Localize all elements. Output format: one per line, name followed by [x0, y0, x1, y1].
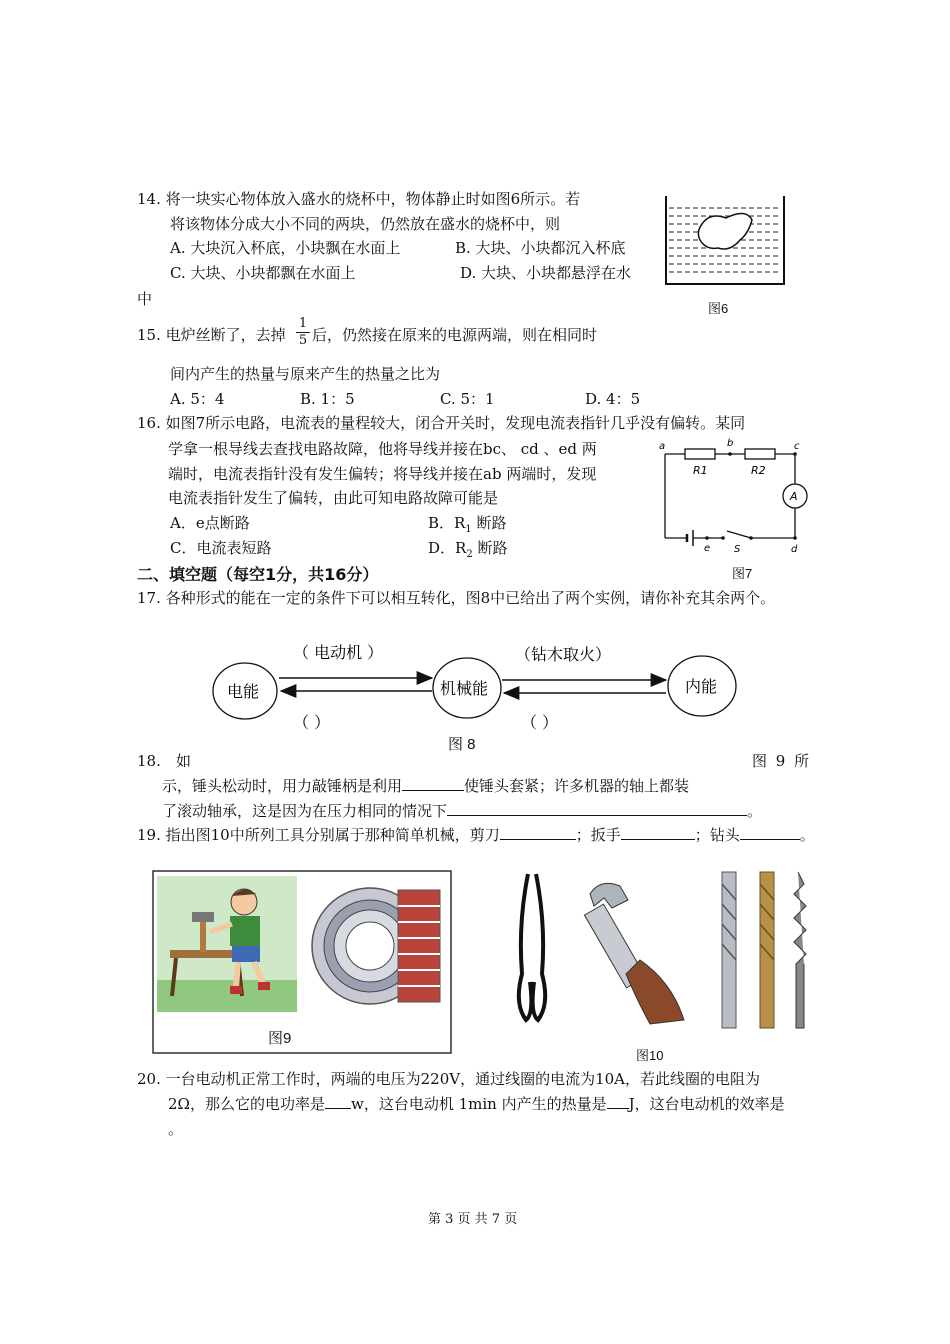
node-mechanical-energy: 机械能 — [440, 679, 489, 698]
label-top-left: （ 电动机 ） — [293, 643, 384, 662]
q18-line3-end: 。 — [747, 802, 763, 820]
q18-line2-b: 使锤头套紧；许多机器的轴上都装 — [464, 777, 690, 795]
q19-blank-drill[interactable] — [740, 825, 800, 840]
q16-option-d-sub: 2 — [466, 549, 473, 560]
ammeter-icon: A — [790, 490, 798, 503]
q20-line1: 20. 一台电动机正常工作时，两端的电压为220V，通过线圈的电流为10A，若此线圈的电阻为 — [137, 1070, 761, 1088]
q14-line2: 将该物体分成大小不同的两块，仍然放在盛水的烧杯中，则 — [170, 215, 561, 233]
q14-line1: 14. 将一块实心物体放入盛水的烧杯中，物体静止时如图6所示。若 — [137, 190, 581, 208]
q18-fig-ref: 图 9 所 — [752, 752, 812, 770]
switch-label: S — [734, 544, 741, 555]
figure-9 — [152, 870, 454, 1056]
q16-line2: 学拿一根导线去查找电路故障，他将导线并接在bc、 cd 、ed 两 — [168, 440, 597, 458]
q20-blank-heat[interactable] — [607, 1094, 629, 1109]
q19-line — [137, 825, 815, 845]
figure-7-caption: 图7 — [732, 566, 753, 581]
bearing-icon — [312, 888, 440, 1004]
r2-label: R2 — [751, 464, 766, 477]
label-bottom-right: （ ） — [521, 713, 559, 732]
q14-option-c: C. 大块、小块都飘在水面上 — [170, 264, 356, 282]
figure-8-energy-diagram — [205, 628, 750, 756]
label-bottom-left: （ ） — [293, 713, 331, 732]
q15-prefix: 15. 电炉丝断了，去掉 — [137, 326, 286, 344]
q14-option-d: D. 大块、小块都悬浮在水 — [460, 264, 632, 282]
scissors-icon — [519, 874, 545, 1020]
figure-6-caption: 图6 — [708, 301, 729, 316]
q19-blank-wrench[interactable] — [621, 825, 695, 840]
q19-part4: 。 — [799, 826, 815, 844]
drill-bits-icon — [722, 872, 806, 1028]
q20-line2-a: 2Ω，那么它的电功率是 — [168, 1095, 325, 1113]
q18-line3-a: 了滚动轴承，这是因为在压力相同的情况下 — [162, 802, 448, 820]
node-electric-energy: 电能 — [227, 682, 260, 701]
q19-part2: ；扳手 — [575, 826, 621, 844]
q19-part3: ；钻头 — [694, 826, 740, 844]
q16-line3: 端时，电流表指针没有发生偏转；将导线并接在ab 两端时，发现 — [168, 465, 597, 483]
figure-9-caption: 图9 — [268, 1030, 292, 1047]
q14-option-d-tail: 中 — [137, 290, 153, 308]
q20-line2-b: w，这台电动机 1min 内产生的热量是 — [350, 1095, 607, 1113]
figure-8-caption: 图 8 — [448, 736, 476, 753]
q16-option-d — [428, 538, 507, 565]
hammer-head-icon — [192, 912, 214, 922]
node-e-label: e — [704, 543, 711, 554]
node-d-label: d — [791, 544, 798, 555]
q16-option-d-pre: D．R — [428, 539, 467, 557]
q20-line2-c: J，这台电动机的效率是 — [628, 1095, 785, 1113]
figure-6-beaker — [660, 190, 790, 290]
q16-option-a: A．e点断路 — [170, 514, 250, 532]
q18-word: 如 — [176, 752, 192, 770]
q15-option-c: C. 5：1 — [440, 390, 495, 408]
section-2-title: 二、填空题（每空1分，共16分） — [137, 565, 379, 584]
q14-option-a: A. 大块沉入杯底，小块飘在水面上 — [170, 239, 401, 257]
hammer-handle-icon — [200, 920, 206, 952]
floating-object — [698, 213, 752, 249]
q15-suffix: 后，仍然接在原来的电源两端，则在相同时 — [312, 326, 598, 344]
node-a-label: a — [659, 441, 666, 452]
node-b-label: b — [727, 438, 734, 449]
q17-text: 17. 各种形式的能在一定的条件下可以相互转化，图8中已给出了两个实例，请你补充其余两个。 — [137, 589, 776, 607]
green-shirt — [230, 916, 260, 946]
page-footer: 第 3 页 共 7 页 — [428, 1212, 518, 1227]
q15-option-d: D. 4：5 — [585, 390, 641, 408]
q18-line2 — [162, 776, 689, 796]
q15-option-a: A. 5：4 — [170, 390, 225, 408]
q16-option-b-sub: 1 — [465, 524, 472, 535]
label-top-right: （钻木取火） — [515, 645, 612, 664]
q16-line1: 16. 如图7所示电路，电流表的量程较大，闭合开关时，发现电流表指针几乎没有偏转。某同 — [137, 414, 746, 432]
q14-option-b: B. 大块、小块都沉入杯底 — [455, 239, 626, 257]
q18-line2-a: 示，锤头松动时，用力敲锤柄是利用 — [162, 777, 403, 795]
q16-option-b — [428, 513, 506, 540]
q15-option-b: B. 1：5 — [300, 390, 355, 408]
node-internal-energy: 内能 — [685, 677, 718, 696]
r1-label: R1 — [693, 464, 708, 477]
q16-option-c: C．电流表短路 — [170, 539, 272, 557]
figure-7-circuit — [655, 438, 815, 556]
q15-line2: 间内产生的热量与原来产生的热量之比为 — [170, 365, 441, 383]
q18-blank-1[interactable] — [402, 776, 464, 791]
q20-line2 — [168, 1094, 785, 1114]
q16-line4: 电流表指针发生了偏转，由此可知电路故障可能是 — [168, 489, 499, 507]
q18-blank-2[interactable] — [447, 801, 747, 816]
q16-option-b-pre: B．R — [428, 514, 466, 532]
q15-fraction — [296, 316, 310, 349]
q19-blank-scissors[interactable] — [500, 825, 576, 840]
node-c-label: c — [794, 441, 800, 452]
wrench-icon — [572, 874, 686, 1024]
q18-number: 18. — [137, 752, 161, 770]
figure-10-tools — [500, 864, 820, 1036]
q18-line3 — [162, 801, 762, 821]
q20-line3: 。 — [168, 1120, 184, 1138]
q20-blank-power[interactable] — [325, 1094, 351, 1109]
q16-option-b-post: 断路 — [471, 514, 507, 532]
blue-shorts — [232, 946, 260, 962]
q19-part1: 19. 指出图10中所列工具分别属于那种简单机械，剪刀 — [137, 826, 500, 844]
fraction-denominator: 5 — [298, 333, 308, 348]
q16-option-d-post: 断路 — [472, 539, 508, 557]
fraction-numerator: 1 — [296, 316, 310, 333]
figure-10-caption: 图10 — [636, 1048, 664, 1063]
